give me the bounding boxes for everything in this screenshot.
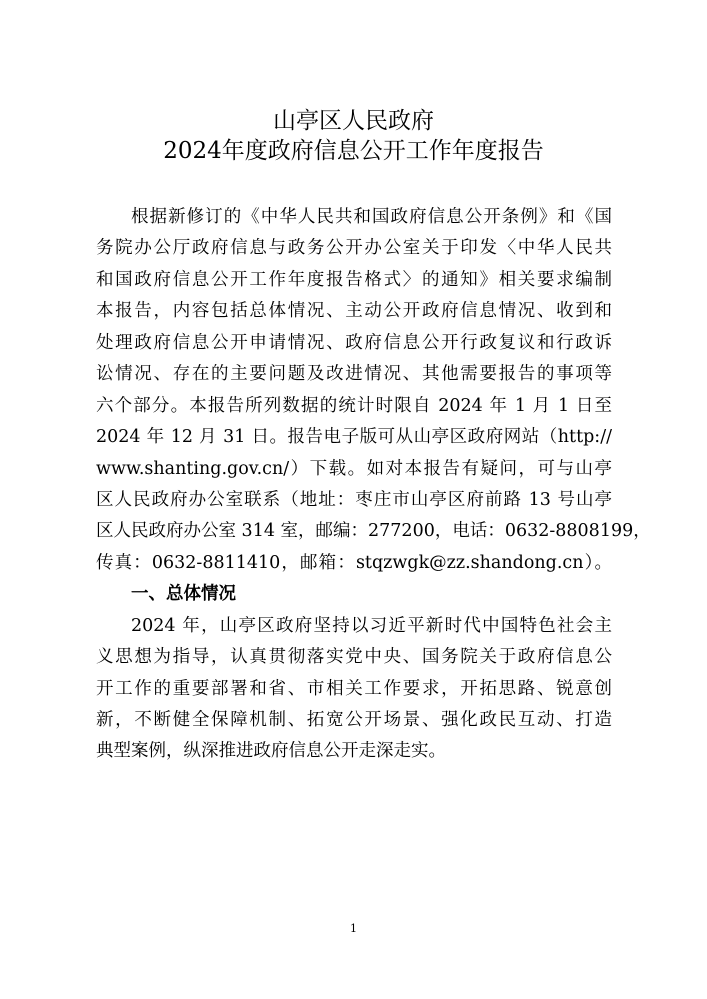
section-heading: 一、总体情况 [131, 584, 236, 605]
intro-line: 六个部分。本报告所列数据的统计时限自 2024 年 1 月 1 日至 [96, 395, 612, 416]
intro-line: 传真：0632-8811410，邮箱：stqzwgk@zz.shandong.cn）。 [96, 552, 612, 573]
intro-line: 本报告，内容包括总体情况、主动公开政府信息情况、收到和 [96, 301, 612, 322]
page-number: 1 [350, 922, 357, 935]
section-line: 新，不断健全保障机制、拓宽公开场景、强化政民互动、打造 [96, 710, 612, 730]
section-line: 2024 年，山亭区政府坚持以习近平新时代中国特色社会主 [131, 615, 612, 636]
intro-line: 根据新修订的《中华人民共和国政府信息公开条例》和《国 [131, 207, 612, 227]
intro-line: www.shanting.gov.cn/）下载。如对本报告有疑问，可与山亭 [96, 458, 612, 479]
intro-line: 2024 年 12 月 31 日。报告电子版可从山亭区政府网站（http:// [96, 427, 612, 448]
document-title-line2: 2024年度政府信息公开工作年度报告 [163, 138, 544, 164]
intro-line: 处理政府信息公开申请情况、政府信息公开行政复议和行政诉 [96, 332, 612, 353]
intro-line: 务院办公厅政府信息与政务公开办公室关于印发〈中华人民共 [96, 238, 612, 259]
intro-line: 区人民政府办公室 314 室，邮编：277200，电话：0632-8808199， [96, 521, 651, 542]
document-title-line1: 山亭区人民政府 [273, 108, 434, 134]
section-line: 典型案例，纵深推进政府信息公开走深走实。 [96, 741, 446, 762]
intro-line: 和国政府信息公开工作年度报告格式〉的通知》相关要求编制 [96, 269, 612, 290]
intro-line: 区人民政府办公室联系（地址：枣庄市山亭区府前路 13 号山亭 [96, 489, 612, 510]
section-line: 开工作的重要部署和省、市相关工作要求，开拓思路、锐意创 [96, 678, 612, 699]
intro-line: 讼情况、存在的主要问题及改进情况、其他需要报告的事项等 [96, 364, 612, 385]
document-body [96, 202, 651, 768]
section-line: 义思想为指导，认真贯彻落实党中央、国务院关于政府信息公 [96, 647, 612, 668]
